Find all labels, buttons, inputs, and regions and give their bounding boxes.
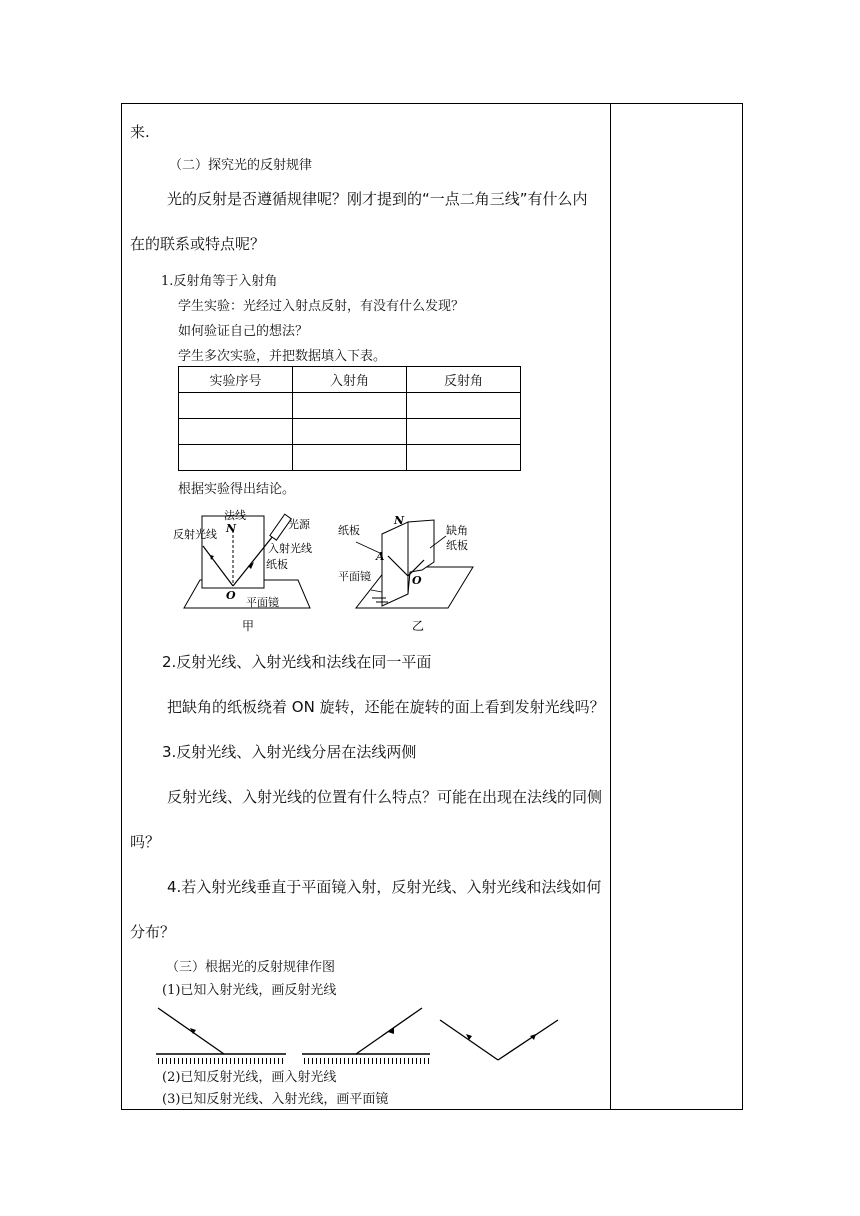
incident-ray bbox=[158, 1008, 224, 1054]
table-cell bbox=[179, 419, 293, 445]
label-a: A bbox=[376, 550, 385, 563]
conclusion-line: 根据实验得出结论。 bbox=[178, 482, 296, 497]
table-cell bbox=[179, 445, 293, 471]
lesson-table bbox=[121, 103, 743, 1110]
leader-line bbox=[371, 590, 382, 592]
item4-line-2: 分布？ bbox=[130, 923, 176, 941]
label-o: O bbox=[412, 574, 422, 587]
item1-question-2: 如何验证自己的想法？ bbox=[178, 324, 309, 339]
table-cell bbox=[407, 445, 521, 471]
item3-question-line-1: 反射光线、入射光线的位置有什么特点？可能在出现在法线的同侧 bbox=[167, 788, 603, 806]
task-1: (1)已知入射光线，画反射光线 bbox=[162, 983, 337, 998]
item3-heading: 3.反射光线、入射光线分居在法线两侧 bbox=[162, 743, 417, 761]
table-row bbox=[179, 419, 521, 445]
exercise-figure-3 bbox=[440, 1020, 558, 1060]
figure-yi bbox=[338, 512, 488, 634]
label-o: O bbox=[226, 589, 236, 602]
item2-heading: 2.反射光线、入射光线和法线在同一平面 bbox=[162, 653, 432, 671]
task-3: (3)已知反射光线、入射光线，画平面镜 bbox=[162, 1092, 389, 1107]
reflected-ray bbox=[356, 1008, 422, 1054]
table-header-cell: 入射角 bbox=[293, 367, 407, 393]
table-cell bbox=[407, 419, 521, 445]
paper-board-left bbox=[382, 522, 408, 606]
label-incident: 入射光线 bbox=[268, 542, 312, 555]
table-row bbox=[179, 445, 521, 471]
item2-question: 把缺角的纸板绕着 ON 旋转，还能在旋转的面上看到发射光线吗？ bbox=[167, 698, 605, 716]
task-2: (2)已知反射光线，画入射光线 bbox=[162, 1070, 337, 1085]
item3-question-line-2: 吗？ bbox=[130, 833, 161, 851]
reflected-ray bbox=[498, 1020, 558, 1060]
section2-heading: （二）探究光的反射规律 bbox=[169, 158, 313, 173]
label-normal: 法线 bbox=[224, 509, 246, 522]
experiment-table bbox=[178, 366, 521, 471]
column-divider bbox=[610, 104, 611, 1109]
intro-line-1: 光的反射是否遵循规律呢？刚才提到的“一点二角三线”有什么内 bbox=[167, 190, 588, 208]
figure-caption: 乙 bbox=[412, 619, 425, 633]
label-reflected: 反射光线 bbox=[173, 528, 217, 541]
figure-jia bbox=[170, 506, 320, 634]
table-cell bbox=[293, 445, 407, 471]
exercise-figure-1 bbox=[156, 1008, 286, 1061]
item1-heading: 1.反射角等于入射角 bbox=[161, 274, 278, 289]
table-cell bbox=[293, 393, 407, 419]
label-notch-2: 纸板 bbox=[446, 539, 468, 552]
table-header-cell: 实验序号 bbox=[179, 367, 293, 393]
lead-fragment: 来. bbox=[130, 123, 150, 141]
item1-question-1: 学生实验：光经过入射点反射，有没有什么发现？ bbox=[178, 299, 465, 314]
ray-exercise-figures bbox=[156, 1004, 566, 1066]
label-notch-1: 缺角 bbox=[446, 524, 468, 537]
label-n: N bbox=[226, 522, 237, 535]
figure-caption: 甲 bbox=[242, 619, 255, 633]
section3-heading: （三）根据光的反射规律作图 bbox=[166, 960, 336, 975]
table-header-row bbox=[179, 367, 521, 393]
ray-arrow bbox=[530, 1034, 536, 1040]
table-cell bbox=[293, 419, 407, 445]
item4-line-1: 4.若入射光线垂直于平面镜入射，反射光线、入射光线和法线如何 bbox=[167, 878, 602, 896]
exercise-figure-2 bbox=[302, 1008, 430, 1061]
table-header-cell: 反射角 bbox=[407, 367, 521, 393]
label-source: 光源 bbox=[288, 518, 310, 531]
label-board: 纸板 bbox=[338, 524, 360, 537]
item1-question-3: 学生多次实验，并把数据填入下表。 bbox=[178, 349, 387, 364]
label-mirror: 平面镜 bbox=[338, 570, 371, 583]
table-row bbox=[179, 393, 521, 419]
label-n: N bbox=[394, 514, 405, 527]
label-board: 纸板 bbox=[266, 558, 288, 571]
table-cell bbox=[407, 393, 521, 419]
table-cell bbox=[179, 393, 293, 419]
label-mirror: 平面镜 bbox=[246, 596, 279, 609]
intro-line-2: 在的联系或特点呢？ bbox=[130, 235, 266, 253]
